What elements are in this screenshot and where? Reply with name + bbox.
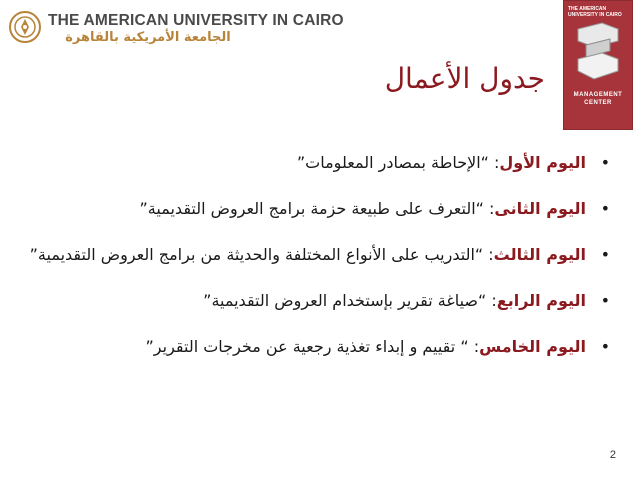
- university-name-ar: الجامعة الأمريكية بالقاهرة: [65, 30, 231, 45]
- day-label: اليوم الأول: [499, 153, 586, 172]
- management-center-badge: [563, 0, 633, 130]
- badge-label-line1: MANAGEMENT: [573, 92, 623, 98]
- bullet-icon: •: [600, 199, 610, 218]
- badge-label-line2: CENTER: [584, 100, 612, 106]
- bullet-icon: •: [600, 291, 610, 310]
- day-separator: :: [486, 291, 497, 310]
- university-name-en: THE AMERICAN UNIVERSITY IN CAIRO: [48, 12, 344, 29]
- agenda-item-day-2: [18, 196, 618, 222]
- agenda-item-day-3: [18, 242, 618, 268]
- bullet-icon: •: [600, 153, 610, 172]
- agenda-list: [18, 150, 618, 380]
- agenda-item-day-4: [18, 288, 618, 314]
- auc-seal-icon: [8, 10, 42, 44]
- bullet-icon: •: [600, 337, 610, 356]
- day-separator: :: [483, 245, 494, 264]
- day-label: اليوم الثانى: [494, 199, 586, 218]
- bullet-icon: •: [600, 245, 610, 264]
- day-label: اليوم الخامس: [479, 337, 586, 356]
- day-topic: “ تقييم و إبداء تغذية رجعية عن مخرجات التقرير”: [145, 337, 469, 356]
- agenda-item-day-1: [18, 150, 618, 176]
- badge-label: [564, 91, 632, 107]
- badge-university-text: THE AMERICAN UNIVERSITY IN CAIRO: [568, 6, 622, 18]
- day-topic: “الإحاطة بمصادر المعلومات”: [296, 153, 489, 172]
- management-center-emblem-icon: [572, 21, 624, 83]
- auc-logo: [8, 10, 344, 50]
- agenda-item-day-5: [18, 334, 618, 360]
- day-topic: “التعرف على طبيعة حزمة برامج العروض التقديمية”: [139, 199, 484, 218]
- day-separator: :: [468, 337, 480, 356]
- day-label: اليوم الثالث: [493, 245, 586, 264]
- page-number: 2: [609, 449, 616, 461]
- day-topic: “صياغة تقرير بإستخدام العروض التقديمية”: [203, 291, 487, 310]
- day-separator: :: [488, 153, 500, 172]
- day-topic: “التدريب على الأنواع المختلفة والحديثة من برامج العروض التقديمية”: [29, 245, 484, 264]
- day-separator: :: [483, 199, 495, 218]
- slide-title: جدول الأعمال: [384, 62, 545, 95]
- day-label: اليوم الرابع: [496, 291, 586, 310]
